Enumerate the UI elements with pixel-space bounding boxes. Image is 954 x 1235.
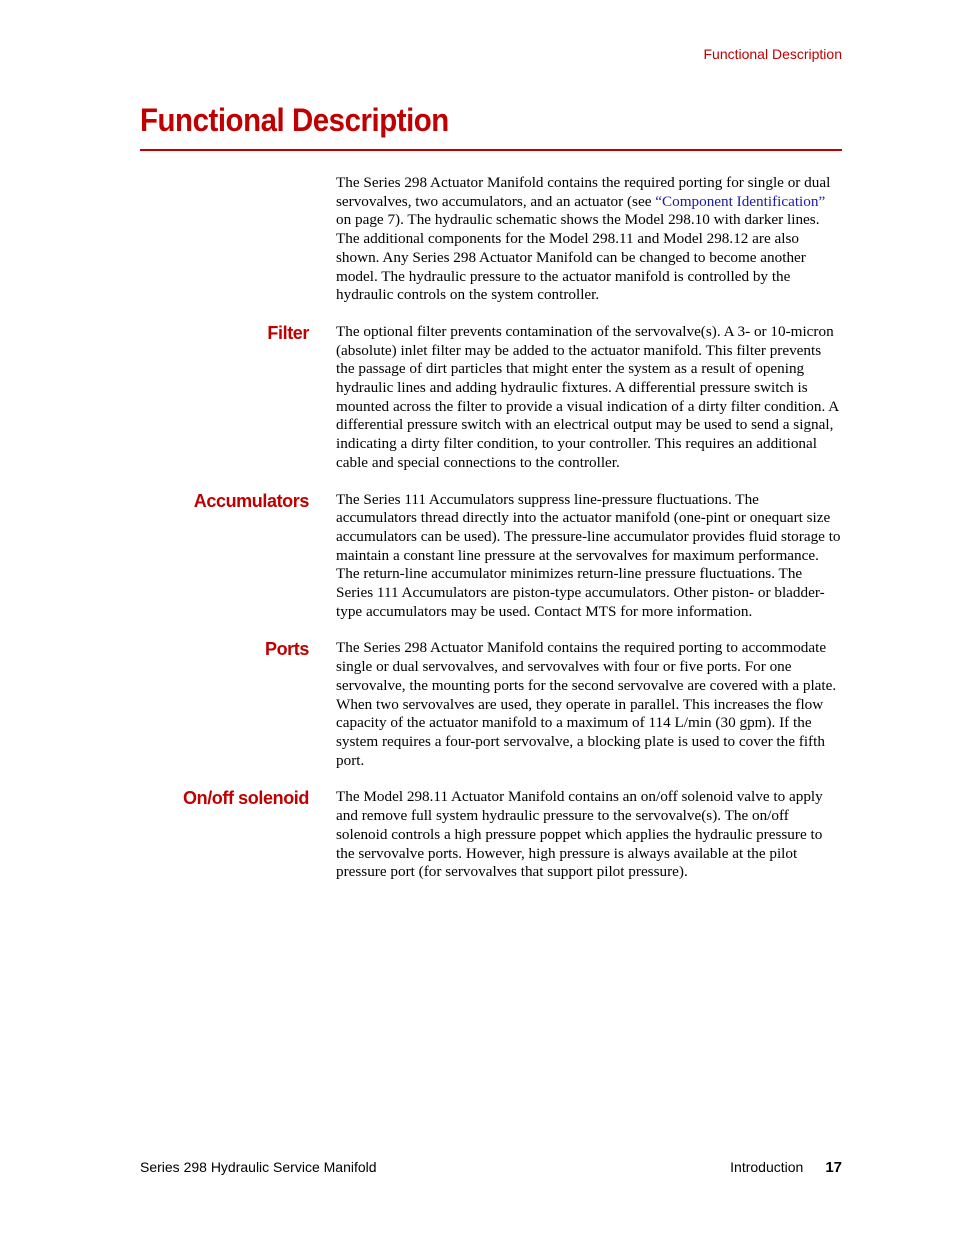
intro-text-after: on page 7). The hydraulic schematic shows the Model 298.10 with darker lines. The additional components for the Model 298.11 and Model 298.12 are also shown. Any Series 298 Actuator Manifold can be changed to become another model. The hydraulic pressure to the actuator manifold is controlled by the hydraulic controls on the system controller. [336,211,820,304]
section-heading-onoff-solenoid: On/off solenoid [183,788,309,809]
section-filter [140,323,842,473]
section-heading-ports: Ports [264,639,309,660]
section-heading-filter: Filter [267,322,309,343]
title-rule [140,149,842,151]
content [140,174,842,900]
footer-chapter: Introduction [730,1159,804,1175]
section-accumulators [140,491,842,622]
footer-manual-title: Series 298 Hydraulic Service Manifold [140,1159,377,1175]
side-head-empty [140,174,309,305]
section-onoff-solenoid [140,788,842,882]
intro-paragraph [336,174,842,305]
section-heading-accumulators: Accumulators [193,490,309,511]
page-title: Functional Description [140,102,449,138]
section-ports [140,639,842,770]
page-number: 17 [825,1159,842,1176]
section-text-accumulators: The Series 111 Accumulators suppress line-pressure fluctuations. The accumulators thread directly into the actuator manifold (one-pint or onequart size accumulators can be used). The pressure-line accumulator provides fluid storage to maintain a constant line pressure at the servovalves for maximum performance. The return-line accumulator minimizes return-line pressure fluctuations. The Series 111 Accumulators are piston-type accumulators. Other piston- or bladder-type accumulators may be used. Contact MTS for more information. [336,490,841,620]
section-text-ports: The Series 298 Actuator Manifold contains the required porting to accommodate single or dual servovalves, and servovalves with four or five ports. For one servovalve, the mounting ports for the second servovalve are covered with a plate. When two servovalves are used, they operate in parallel. This increases the flow capacity of the actuator manifold to a maximum of 114 L/min (30 gpm). If the system requires a four-port servovalve, a blocking plate is used to cover the fifth port. [336,639,837,769]
running-head: Functional Description [703,46,842,62]
section-text-onoff-solenoid: The Model 298.11 Actuator Manifold contains an on/off solenoid valve to apply and remove full system hydraulic pressure to the servovalve(s). The on/off solenoid controls a high pressure poppet which applies the hydraulic pressure to the servovalve ports. However, high pressure is always available at the pilot pressure port (for servovalves that support pilot pressure). [336,788,823,881]
section-text-filter: The optional filter prevents contamination of the servovalve(s). A 3- or 10-micron (absolute) inlet filter may be added to the actuator manifold. This filter prevents the passage of dirt particles that might enter the system as a result of opening hydraulic lines and adding hydraulic fixtures. A differential pressure switch is mounted across the filter to provide a visual indication of a dirty filter condition. A differential pressure switch with an electrical output may be used to send a signal, indicating a dirty filter condition, to your controller. This requires an additional cable and special connections to the controller. [336,322,839,471]
section-intro [140,174,842,305]
intro-text-before: The Series 298 Actuator Manifold contains the required porting for single or dual servovalves, two accumulators, and an actuator (see [336,174,831,210]
component-identification-link[interactable]: “Component Identification” [655,192,826,210]
footer-right [730,1159,842,1176]
